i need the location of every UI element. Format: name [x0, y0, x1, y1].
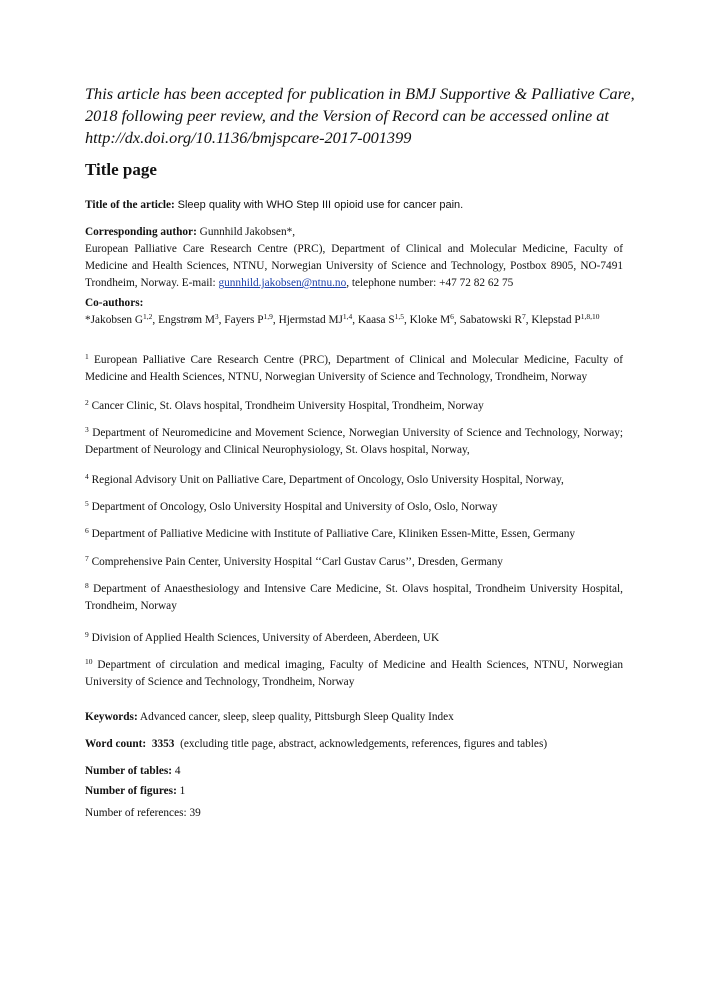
coauthor-separator: , [152, 314, 159, 326]
affiliation-number: 2 [85, 398, 89, 407]
affiliation-number: 6 [85, 526, 89, 535]
coauthor-affiliation-numbers: 1,9 [263, 312, 273, 321]
figures-count-value: 1 [179, 785, 186, 797]
affiliation-text: Cancer Clinic, St. Olavs hospital, Trondheim University Hospital, Trondheim, Norway [91, 400, 484, 412]
page-heading: Title page [85, 160, 157, 179]
affiliation-text: Department of Oncology, Oslo University Hospital and University of Oslo, Oslo, Norway [91, 501, 498, 513]
corresponding-author-phone: , telephone number: +47 72 82 62 75 [346, 277, 514, 289]
affiliation-item [85, 657, 623, 691]
word-count-note: (excluding title page, abstract, acknowledgements, references, figures and tables) [180, 738, 548, 750]
affiliation-item [85, 398, 623, 415]
affiliation-number: 4 [85, 472, 89, 481]
affiliation-text: Department of circulation and medical imaging, Faculty of Medicine and Health Sciences, NTNU, Norwegian University of Science and Technology, Trondheim, Norway [85, 659, 623, 688]
affiliation-number: 8 [85, 581, 89, 590]
coauthor-name: Hjermstad MJ [278, 314, 343, 326]
word-count-label: Word count: [85, 738, 147, 750]
tables-count-line [85, 763, 623, 780]
affiliation-text: Department of Palliative Medicine with Institute of Palliative Care, Kliniken Essen-Mitte, Essen, Germany [91, 528, 576, 540]
affiliation-item [85, 526, 623, 543]
affiliation-item [85, 554, 623, 571]
coauthor-name: Fayers P [224, 314, 264, 326]
affiliation-item [85, 581, 623, 615]
affiliation-number: 10 [85, 657, 93, 666]
affiliation-text: European Palliative Care Research Centre (PRC), Department of Clinical and Molecular Medicine, Faculty of Medicine and Health Sciences, NTNU, Norwegian University of Science and Technology, Trondheim, Norway [85, 354, 624, 383]
coauthor-affiliation-numbers: 6 [450, 312, 454, 321]
coauthor-separator: , [453, 314, 460, 326]
corresponding-author-name: Gunnhild Jakobsen*, [199, 226, 296, 238]
figures-count-label: Number of figures: [85, 785, 177, 797]
affiliation-item [85, 499, 623, 516]
corresponding-author-email[interactable]: gunnhild.jakobsen@ntnu.no [218, 277, 347, 289]
affiliation-number: 7 [85, 554, 89, 563]
figures-count-line [85, 783, 623, 800]
affiliation-item [85, 630, 623, 647]
coauthors-label: Co-authors: [85, 297, 144, 309]
tables-count-label: Number of tables: [85, 765, 173, 777]
coauthor-list [85, 314, 599, 326]
keywords-line [85, 709, 623, 726]
coauthor-affiliation-numbers: 1,8,10 [580, 312, 600, 321]
tables-count-value: 4 [174, 765, 181, 777]
coauthor-affiliation-numbers: 3 [214, 312, 219, 321]
word-count-line [85, 736, 623, 753]
article-title: Sleep quality with WHO Step III opioid use for cancer pain. [177, 199, 464, 211]
coauthor-name: *Jakobsen G [85, 314, 144, 326]
article-title-label: Title of the article: [85, 199, 175, 211]
coauthor-affiliation-numbers: 1,4 [342, 312, 353, 321]
affiliation-item [85, 352, 623, 386]
article-title-line [85, 197, 623, 214]
affiliation-text: Department of Neuromedicine and Movement Science, Norwegian University of Science and Technology, Norway; Department of Neurology and Clinical Neurophysiology, St. Olavs hospital, Norway, [85, 427, 624, 456]
coauthor-name: Kloke M [409, 314, 451, 326]
coauthor-name: Klepstad P [531, 314, 581, 326]
affiliation-number: 5 [85, 499, 89, 508]
coauthor-separator: , [218, 314, 225, 326]
affiliation-number: 1 [85, 352, 89, 361]
keywords-value: Advanced cancer, sleep, sleep quality, Pittsburgh Sleep Quality Index [139, 711, 454, 723]
affiliation-number: 3 [85, 425, 89, 434]
coauthor-name: Engstrøm M [158, 314, 215, 326]
coauthor-affiliation-numbers: 1,5 [394, 312, 405, 321]
coauthor-affiliation-numbers: 1,2 [143, 312, 153, 321]
affiliation-item [85, 425, 623, 459]
corresponding-author-label: Corresponding author: [85, 226, 197, 238]
keywords-label: Keywords: [85, 711, 138, 723]
coauthor-separator: , [272, 314, 279, 326]
affiliation-number: 9 [85, 630, 89, 639]
word-count-value: 3353 [151, 738, 175, 750]
affiliation-item [85, 472, 623, 489]
affiliation-text: Comprehensive Pain Center, University Hospital ‘‘Carl Gustav Carus’’, Dresden, Germany [91, 556, 503, 568]
coauthor-affiliation-numbers: 7 [522, 312, 526, 321]
affiliation-text: Regional Advisory Unit on Palliative Care, Department of Oncology, Oslo University Hospital, Norway, [91, 474, 564, 486]
coauthor-separator: , [404, 314, 410, 326]
corresponding-author-address: European Palliative Care Research Centre (PRC), Department of Clinical and Molecular Medicine, Faculty of Medicine and Health Sciences, NTNU, Norwegian University of Science and Technology, Postbox 8905, NO-7491 Trondheim, Norway. E-mail: [85, 243, 623, 289]
coauthor-name: Sabatowski R [459, 314, 523, 326]
coauthors-block [85, 295, 623, 329]
references-count-line: Number of references: 39 [85, 807, 201, 819]
publication-notice: This article has been accepted for publication in BMJ Supportive & Palliative Care, 2018 following peer review, and the Version of Record can be accessed online at http://dx.doi.org/10.1136/bmjspcare-2017-001399 [85, 84, 635, 147]
affiliation-text: Department of Anaesthesiology and Intensive Care Medicine, St. Olavs hospital, Trondheim University Hospital, Trondheim, Norway [85, 583, 624, 612]
corresponding-author-block [85, 224, 623, 292]
affiliation-text: Division of Applied Health Sciences, University of Aberdeen, Aberdeen, UK [91, 632, 440, 644]
coauthor-separator: , [352, 314, 358, 326]
coauthor-separator: , [525, 314, 532, 326]
coauthor-name: Kaasa S [357, 314, 395, 326]
